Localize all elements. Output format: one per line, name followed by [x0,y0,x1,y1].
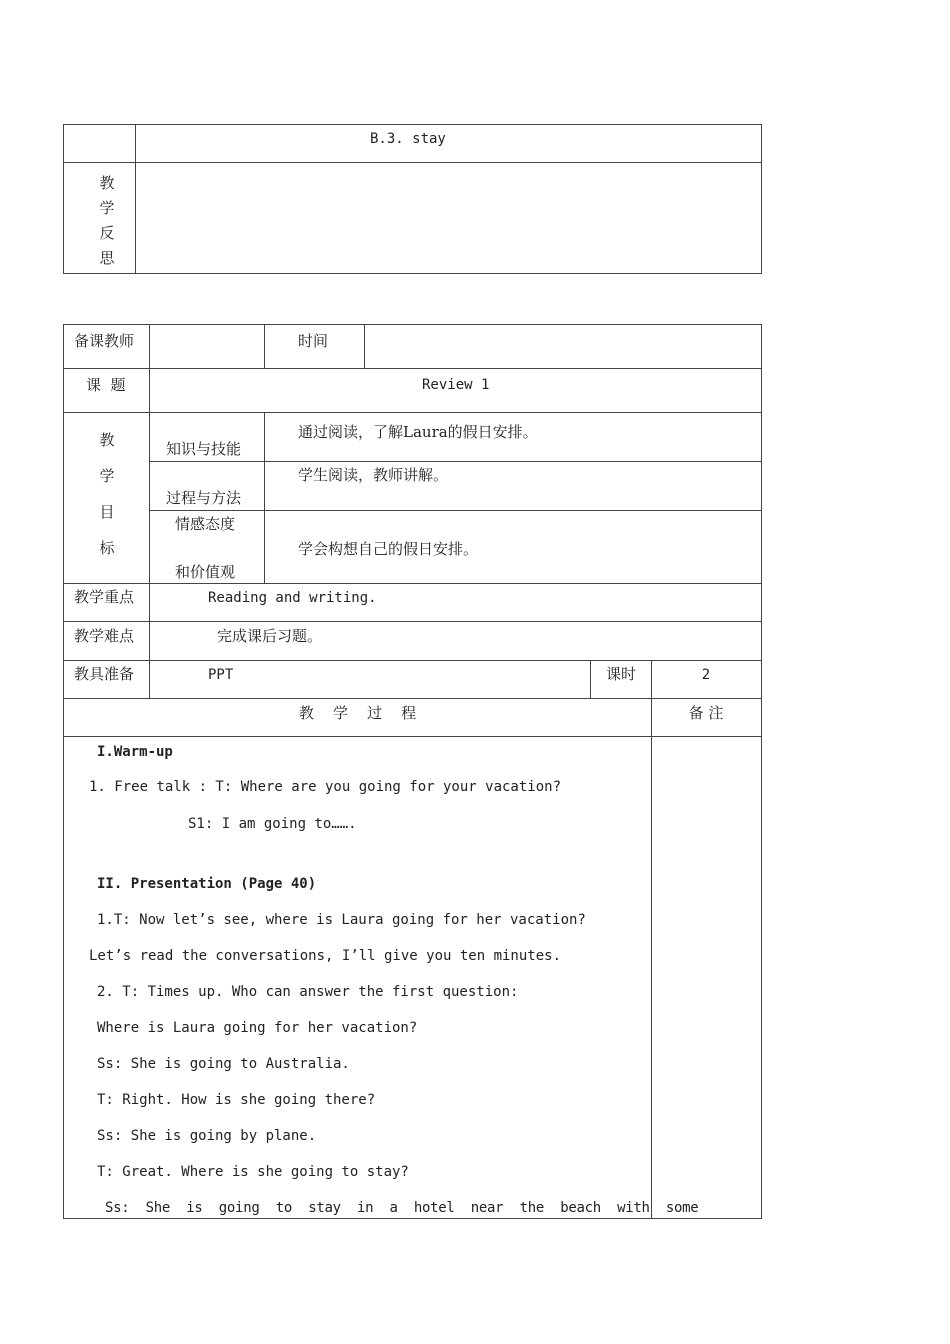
table-line [63,368,762,369]
process-line: Where is Laura going for her vacation? [97,1020,418,1036]
table-line [149,324,150,698]
table-line [135,124,136,274]
label-char: 教 [99,431,115,449]
table-line [63,162,762,163]
objectives-label [97,429,117,573]
table-line [63,273,762,274]
table-line [761,124,762,274]
difficulty-label: 教学难点 [74,627,135,645]
process-line: II. Presentation (Page 40) [97,876,317,892]
table-line [63,621,762,622]
process-line: 1. Free talk : T: Where are you going for your vacation? [89,779,562,795]
top-row-text: B.3. stay [370,131,446,147]
table-line [149,461,762,462]
reflection-label [97,172,117,272]
process-header: 教 学 过 程 [298,704,417,722]
table-line [264,412,265,583]
process-line: Ss: She is going to stay in a hotel near the beach with some [105,1200,699,1216]
label-char: 学 [99,199,115,217]
topic-value: Review 1 [422,377,490,393]
hours-label: 课时 [606,665,637,683]
table-line [63,583,762,584]
process-line: 1.T: Now let’s see, where is Laura going for her vacation? [97,912,586,928]
label-char: 学 [99,467,115,485]
table-line [651,660,652,1219]
difficulty-value: 完成课后习题。 [217,627,323,645]
objective-process-label: 过程与方法 [166,489,242,507]
table-line [63,1218,762,1219]
key-point-value: Reading and writing. [208,590,377,606]
objective-attitude-label-1: 情感态度 [175,515,236,533]
objective-knowledge-value: 通过阅读，了解Laura的假日安排。 [298,423,538,441]
label-char: 教 [99,174,115,192]
objective-process-value: 学生阅读，教师讲解。 [298,466,449,484]
table-line [63,124,64,274]
table-line [63,736,762,737]
table-line [264,324,265,369]
table-line [63,324,64,1219]
table-line [149,510,762,511]
table-line [364,324,365,369]
table-line [63,324,762,325]
topic-label: 课 题 [86,376,126,394]
process-line: I.Warm-up [97,744,173,760]
process-line: Ss: She is going by plane. [97,1128,317,1144]
table-line [63,124,762,125]
process-line: Let’s read the conversations, I’ll give you ten minutes. [89,948,562,964]
time-label: 时间 [298,332,329,350]
notes-header: 备 注 [688,704,724,722]
hours-value: 2 [701,667,711,683]
tools-label: 教具准备 [74,665,135,683]
table-line [63,660,762,661]
process-line: S1: I am going to……. [188,816,357,832]
objective-attitude-value: 学会构想自己的假日安排。 [298,540,479,558]
label-char: 目 [99,503,115,521]
process-line: 2. T: Times up. Who can answer the first question: [97,984,519,1000]
tools-value: PPT [208,667,234,683]
key-point-label: 教学重点 [74,588,135,606]
process-line: T: Right. How is she going there? [97,1092,376,1108]
label-char: 标 [99,539,115,557]
table-line [63,698,762,699]
table-line [590,660,591,698]
label-char: 反 [99,224,115,242]
process-line: Ss: She is going to Australia. [97,1056,350,1072]
label-char: 思 [99,249,115,267]
teacher-label: 备课教师 [74,332,135,350]
objective-attitude-label-2: 和价值观 [175,563,236,581]
table-line [761,324,762,1219]
objective-knowledge-label: 知识与技能 [166,440,242,458]
table-line [63,412,762,413]
process-line: T: Great. Where is she going to stay? [97,1164,409,1180]
